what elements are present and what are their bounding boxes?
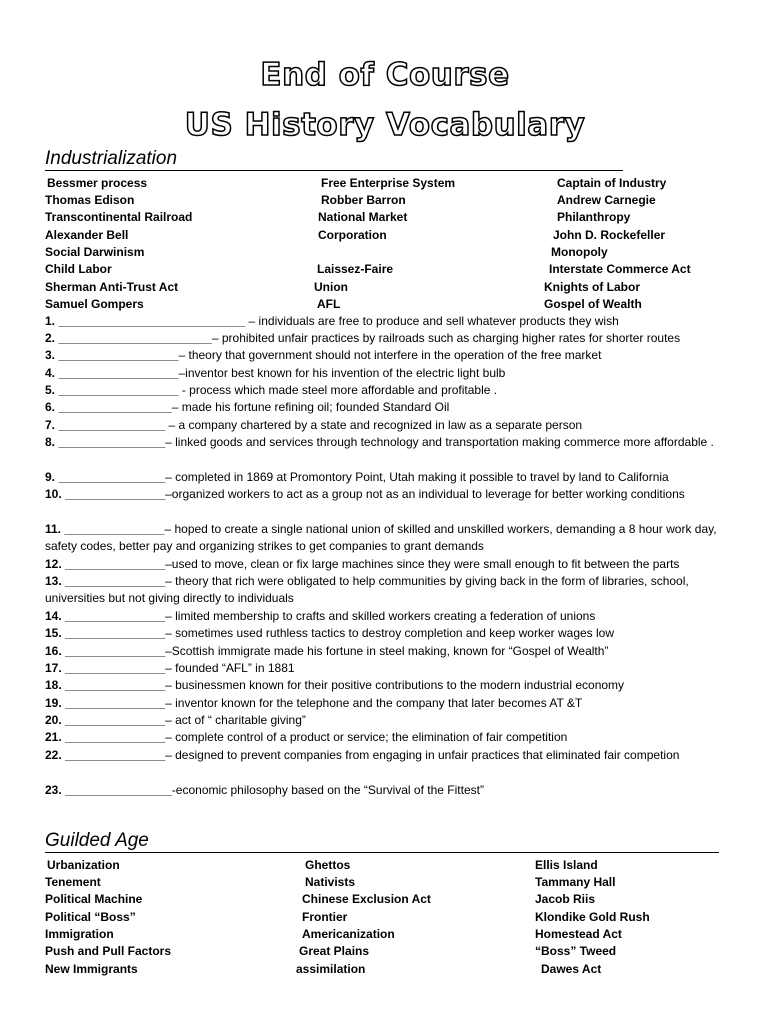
question-text: – act of “ charitable giving” <box>165 713 306 727</box>
term: Political Machine <box>45 892 143 906</box>
question-item <box>45 347 730 364</box>
term: Captain of Industry <box>557 176 667 190</box>
question-number-blank[interactable]: 19. _______________ <box>45 696 166 710</box>
question-item <box>45 782 730 799</box>
question-item <box>45 365 730 382</box>
question-number-blank[interactable]: 12. _______________ <box>45 557 166 571</box>
page-title-line-2: US History Vocabulary <box>184 107 586 143</box>
question-text: – a company chartered by a state and recognized in law as a separate person <box>165 418 583 432</box>
term: Sherman Anti-Trust Act <box>45 280 179 294</box>
question-number-blank[interactable]: 23. ________________ <box>45 783 172 797</box>
question-number-blank[interactable]: 21. _______________ <box>45 730 166 744</box>
term: AFL <box>317 297 341 311</box>
term: Thomas Edison <box>45 193 135 207</box>
question-text: – theory that government should not interfere in the operation of the free market <box>178 348 602 362</box>
term: Nativists <box>305 875 356 889</box>
question-text: – limited membership to crafts and skilled workers creating a federation of unions <box>165 609 596 623</box>
question-item <box>45 573 730 608</box>
question-number-blank[interactable]: 18. _______________ <box>45 678 166 692</box>
question-number-blank[interactable]: 8. ________________ <box>45 435 166 449</box>
question-number-blank[interactable]: 13. _______________ <box>45 574 166 588</box>
question-item <box>45 695 730 712</box>
question-item <box>45 660 730 677</box>
term: Tammany Hall <box>535 875 616 889</box>
term: Immigration <box>45 927 114 941</box>
question-item <box>45 643 730 660</box>
question-text: – made his fortune refining oil; founded Standard Oil <box>171 400 450 414</box>
question-text: – hoped to create a single national union of skilled and unskilled workers, demanding a 8 hour work day, safety codes, better pay and organizing strikes to get companies to grant demands <box>45 522 717 554</box>
question-number-blank[interactable]: 1. ____________________________ <box>45 314 246 328</box>
question-text: -economic philosophy based on the “Survival of the Fittest” <box>171 783 484 797</box>
question-number-blank[interactable]: 14. _______________ <box>45 609 166 623</box>
question-item <box>45 417 730 434</box>
question-text: – completed in 1869 at Promontory Point, Utah making it possible to travel by land to California <box>165 470 669 484</box>
term: Child Labor <box>45 262 112 276</box>
question-number-blank[interactable]: 5. __________________ <box>45 383 179 397</box>
question-number-blank[interactable]: 11. _______________ <box>45 522 165 536</box>
term: Knights of Labor <box>544 280 640 294</box>
term: Andrew Carnegie <box>557 193 656 207</box>
question-item <box>45 608 730 625</box>
question-item <box>45 399 730 416</box>
question-item <box>45 313 730 330</box>
term: Alexander Bell <box>45 228 129 242</box>
question-number-blank[interactable]: 16. _______________ <box>45 644 166 658</box>
question-text: –used to move, clean or fix large machines since they were small enough to fit between the parts <box>165 557 680 571</box>
term: New Immigrants <box>45 962 138 976</box>
question-number-blank[interactable]: 4. __________________ <box>45 366 179 380</box>
term: Robber Barron <box>321 193 406 207</box>
term: Americanization <box>302 927 395 941</box>
term: “Boss” Tweed <box>535 944 617 958</box>
question-item <box>45 521 730 556</box>
term: Laissez-Faire <box>317 262 394 276</box>
question-number-blank[interactable]: 7. ________________ <box>45 418 166 432</box>
question-number-blank[interactable]: 6. _________________ <box>45 400 172 414</box>
term: Urbanization <box>47 858 120 872</box>
question-text: – theory that rich were obligated to help communities by giving back in the form of libraries, school, universities but not giving directly to individuals <box>45 574 689 606</box>
question-item <box>45 712 730 729</box>
page-title-line-1: End of Course <box>260 57 510 93</box>
section-heading-industrialization: Industrialization <box>45 148 623 171</box>
term: Great Plains <box>299 944 370 958</box>
question-text: –Scottish immigrate made his fortune in steel making, known for “Gospel of Wealth” <box>165 644 609 658</box>
question-item <box>45 330 730 347</box>
question-text: – businessmen known for their positive contributions to the modern industrial economy <box>165 678 625 692</box>
question-text: - process which made steel more affordable and profitable . <box>178 383 498 397</box>
term: Union <box>314 280 348 294</box>
term: Homestead Act <box>535 927 622 941</box>
term: Ellis Island <box>535 858 598 872</box>
question-item <box>45 382 730 399</box>
term: Push and Pull Factors <box>45 944 172 958</box>
term: Tenement <box>45 875 101 889</box>
term: assimilation <box>296 962 366 976</box>
term: National Market <box>318 210 408 224</box>
question-item <box>45 747 730 764</box>
term: Transcontinental Railroad <box>45 210 193 224</box>
question-number-blank[interactable]: 17. _______________ <box>45 661 166 675</box>
question-item <box>45 486 730 503</box>
question-item <box>45 729 730 746</box>
term: Philanthropy <box>557 210 631 224</box>
term: Ghettos <box>305 858 351 872</box>
term: Political “Boss” <box>45 910 136 924</box>
term: Corporation <box>318 228 387 242</box>
question-item <box>45 556 730 573</box>
question-item <box>45 469 730 486</box>
question-text: – inventor known for the telephone and the company that later becomes AT &T <box>165 696 583 710</box>
question-item <box>45 434 730 451</box>
question-text: –inventor best known for his invention of the electric light bulb <box>178 366 506 380</box>
term: Gospel of Wealth <box>544 297 642 311</box>
term: Jacob Riis <box>535 892 596 906</box>
term: Samuel Gompers <box>45 297 144 311</box>
question-number-blank[interactable]: 22. _______________ <box>45 748 166 762</box>
question-number-blank[interactable]: 9. ________________ <box>45 470 166 484</box>
question-text: – linked goods and services through technology and transportation making commerce more affordable . <box>165 435 714 449</box>
question-number-blank[interactable]: 15. _______________ <box>45 626 166 640</box>
question-number-blank[interactable]: 3. __________________ <box>45 348 179 362</box>
term: Free Enterprise System <box>321 176 456 190</box>
question-item <box>45 677 730 694</box>
term: Chinese Exclusion Act <box>302 892 431 906</box>
term: Interstate Commerce Act <box>549 262 691 276</box>
term: John D. Rockefeller <box>553 228 666 242</box>
question-number-blank[interactable]: 2. _______________________ <box>45 331 212 345</box>
term: Dawes Act <box>541 962 602 976</box>
question-text: – sometimes used ruthless tactics to destroy completion and keep worker wages low <box>165 626 614 640</box>
section-heading-guilded-age: Guilded Age <box>45 830 719 853</box>
term: Klondike Gold Rush <box>535 910 650 924</box>
term: Bessmer process <box>47 176 148 190</box>
term: Social Darwinism <box>45 245 145 259</box>
question-text: – prohibited unfair practices by railroads such as charging higher rates for shorter routes <box>211 331 681 345</box>
question-text: –organized workers to act as a group not as an individual to leverage for better working conditions <box>165 487 685 501</box>
question-text: – founded “AFL” in 1881 <box>165 661 295 675</box>
question-number-blank[interactable]: 20. _______________ <box>45 713 166 727</box>
question-item <box>45 625 730 642</box>
term: Frontier <box>302 910 348 924</box>
question-text: – individuals are free to produce and sell whatever products they wish <box>245 314 619 328</box>
term: Monopoly <box>551 245 608 259</box>
question-text: – designed to prevent companies from engaging in unfair practices that eliminated fair competion <box>165 748 680 762</box>
question-text: – complete control of a product or service; the elimination of fair competition <box>165 730 568 744</box>
question-number-blank[interactable]: 10. _______________ <box>45 487 166 501</box>
